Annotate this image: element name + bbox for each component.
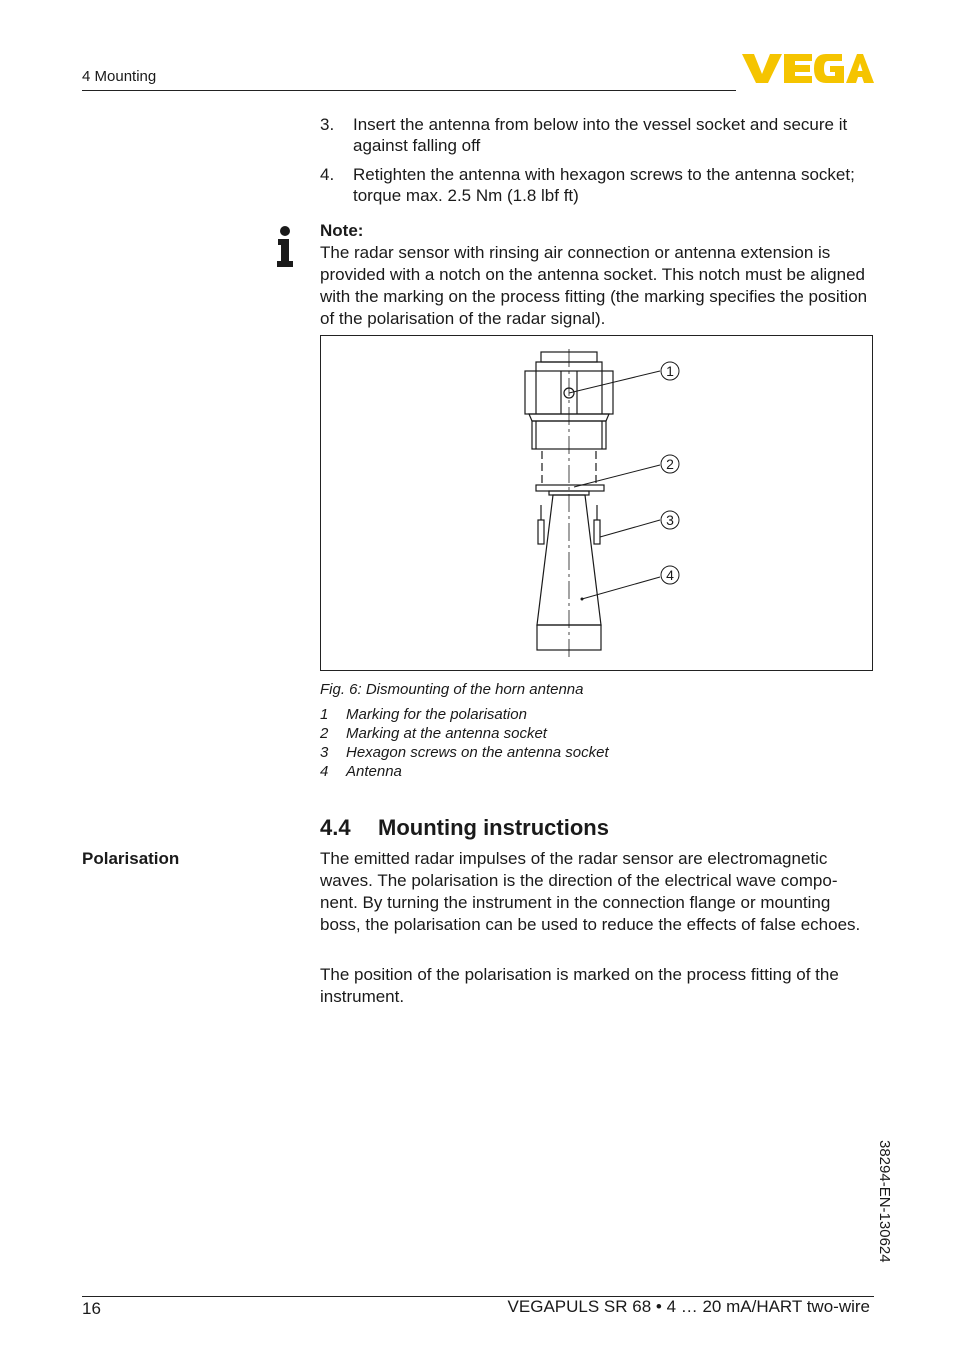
footer-title: VEGAPULS SR 68 • 4 … 20 mA/HART two-wire	[507, 1297, 870, 1316]
step-text: Retighten the antenna with hexagon screws to the antenna socket; torque max. 2.5 Nm (1.8 lbf ft)	[353, 165, 855, 205]
vega-logo	[740, 50, 874, 86]
callout-label: 1	[666, 363, 674, 379]
callout-label: 3	[666, 512, 674, 528]
legend-number: 2	[320, 725, 329, 742]
step-text: Insert the antenna from below into the vessel socket and secure it against falling off	[353, 115, 848, 155]
paragraph: The emitted radar impulses of the radar sensor are electromagnetic waves. The polarisation is the direction of the electrical wave compo-nent. By turning the instrument in the connection flange or mounting boss, the polarisation can be used to reduce the effects of false echoes.	[320, 849, 861, 934]
section-title: Mounting instructions	[378, 815, 609, 840]
page-number: 16	[82, 1299, 101, 1318]
legend-text: Marking at the antenna socket	[346, 725, 547, 742]
legend-number: 1	[320, 706, 329, 723]
legend-text: Antenna	[346, 763, 402, 780]
step-3	[320, 114, 880, 156]
step-number: 4.	[320, 165, 335, 184]
figure-caption: Fig. 6: Dismounting of the horn antenna	[320, 681, 584, 698]
paragraph: The position of the polarisation is marked on the process fitting of the instrument.	[320, 965, 839, 1006]
side-label-polarisation: Polarisation	[82, 849, 180, 868]
step-4	[320, 164, 880, 206]
note-title: Note:	[320, 221, 364, 240]
callout-label: 4	[666, 567, 674, 583]
info-icon	[274, 226, 296, 268]
callout-label: 2	[666, 456, 674, 472]
legend-number: 3	[320, 744, 329, 761]
note-body: The radar sensor with rinsing air connection or antenna extension is provided with a notch on the antenna socket. This notch must be aligned with the marking on the process fitting (the marking specifies the position of the polarisation of the radar signal).	[320, 243, 868, 328]
legend-text: Hexagon screws on the antenna socket	[346, 744, 609, 761]
header-divider	[82, 90, 736, 91]
running-header: 4 Mounting	[82, 68, 157, 85]
section-number: 4.4	[320, 815, 351, 840]
section-heading	[320, 815, 609, 841]
horn-antenna-drawing	[320, 335, 873, 671]
document-id: 38294-EN-130624	[876, 1140, 893, 1263]
legend-number: 4	[320, 763, 329, 780]
step-number: 3.	[320, 115, 335, 134]
legend-text: Marking for the polarisation	[346, 706, 527, 723]
